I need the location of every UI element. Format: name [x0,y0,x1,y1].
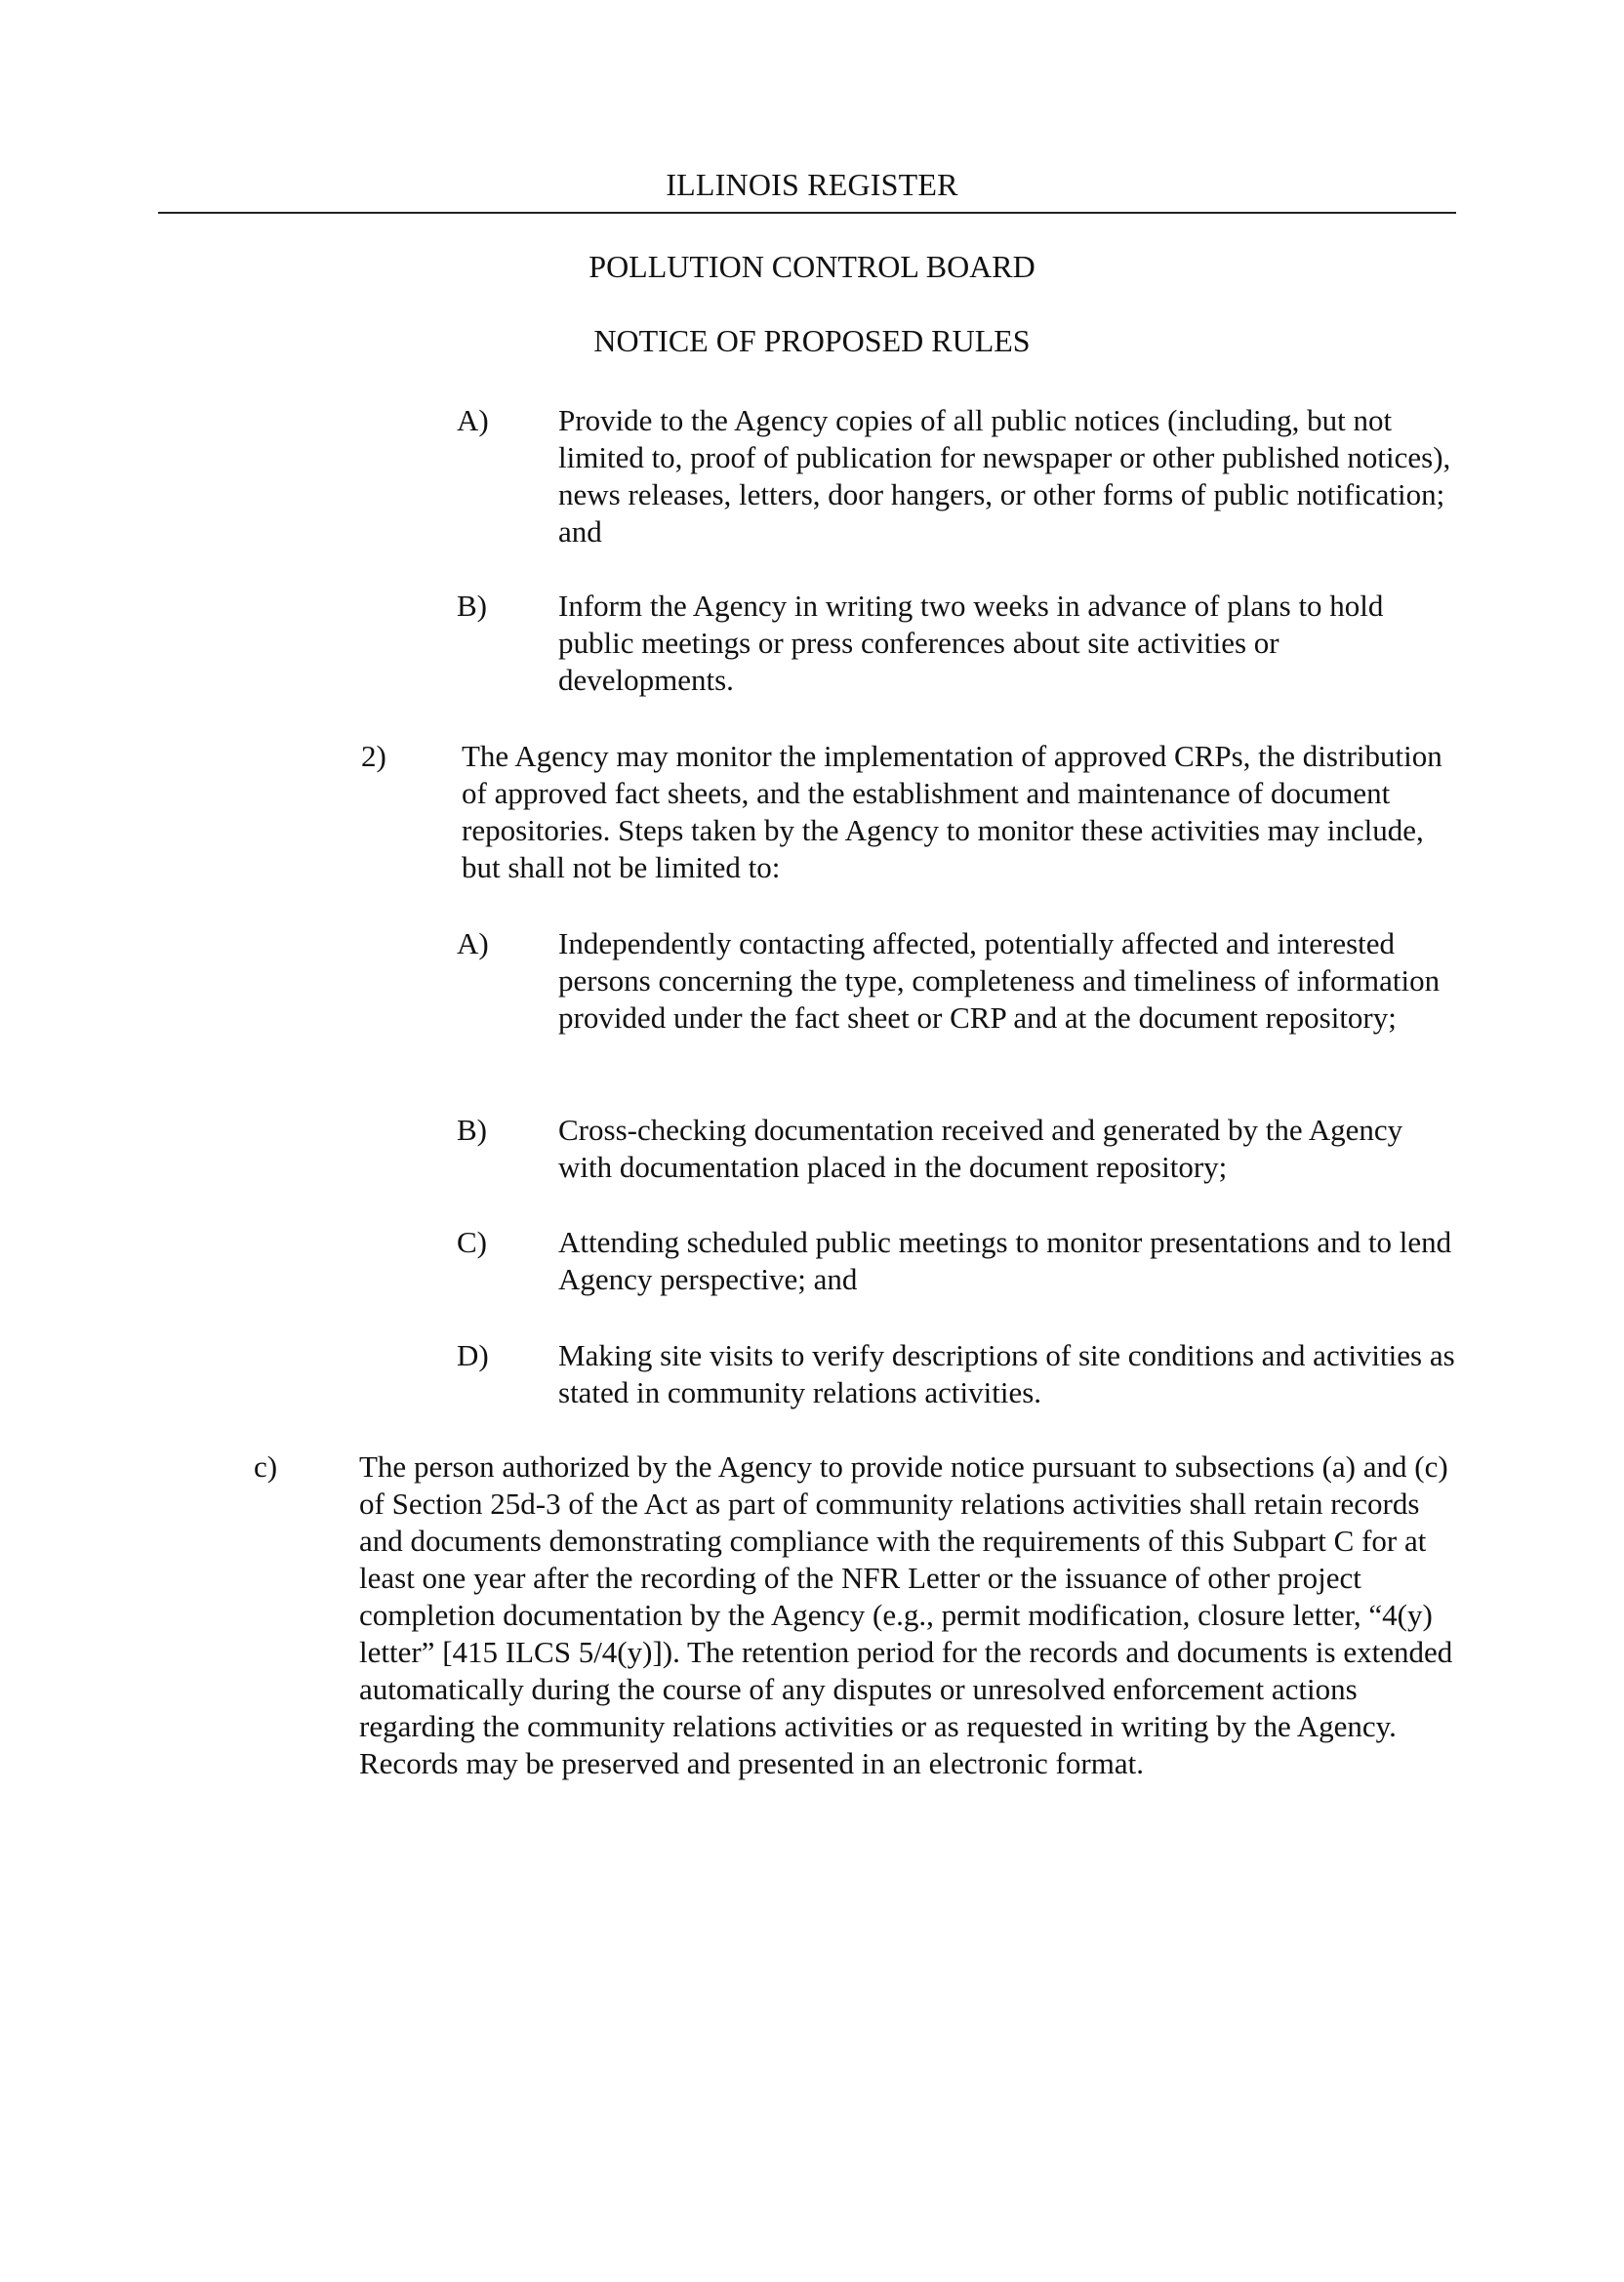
item-text: Attending scheduled public meetings to monitor presentations and to lend Agency perspective; and [558,1225,1452,1296]
item-text: The person authorized by the Agency to provide notice pursuant to subsections (a) and (c) of Section 25d-3 of the Act as part of community relations activities shall retain records and documents demonstrating compliance with the requirements of this Subpart C for at least one year after the recording of the NFR Letter or the issuance of other project completion documentation by the Agency (e.g., permit modification, closure letter, “4(y) letter” [415 ILCS 5/4(y)]). The retention period for the records and documents is extended automatically during the course of any disputes or unresolved enforcement actions regarding the community relations activities or as requested in writing by the Agency. Records may be preserved and presented in an electronic format. [359,1449,1453,1780]
item-text: Provide to the Agency copies of all public notices (including, but not limited to, proof of publication for newspaper or other published notices), news releases, letters, door hangers, or other forms of public notification; and [558,403,1451,549]
item-marker: c) [254,1449,278,1484]
header-divider [158,212,1456,214]
item-text: Cross-checking documentation received and generated by the Agency with documentation placed in the document repository; [558,1113,1403,1184]
item-marker: A) [457,926,489,960]
item-text: Making site visits to verify descriptions of site conditions and activities as stated in community relations activities. [558,1338,1455,1409]
item-text: The Agency may monitor the implementation of approved CRPs, the distribution of approved fact sheets, and the establishment and maintenance of document repositories. Steps taken by the Agency to monitor these activities may include, but shall not be limited to: [462,739,1442,884]
notice-title: NOTICE OF PROPOSED RULES [593,323,1031,358]
item-marker: C) [457,1225,487,1259]
item-marker: B) [457,589,487,623]
item-marker: B) [457,1113,487,1147]
item-marker: 2) [361,739,386,773]
register-title: ILLINOIS REGISTER [666,167,958,202]
board-title: POLLUTION CONTROL BOARD [589,249,1035,284]
item-text: Independently contacting affected, potentially affected and interested persons concerning the type, completeness and timeliness of information provided under the fact sheet or CRP and at the document repository; [558,926,1441,1035]
item-text: Inform the Agency in writing two weeks in advance of plans to hold public meetings or press conferences about site activities or developments. [558,589,1384,697]
item-marker: A) [457,403,489,437]
item-marker: D) [457,1338,489,1372]
